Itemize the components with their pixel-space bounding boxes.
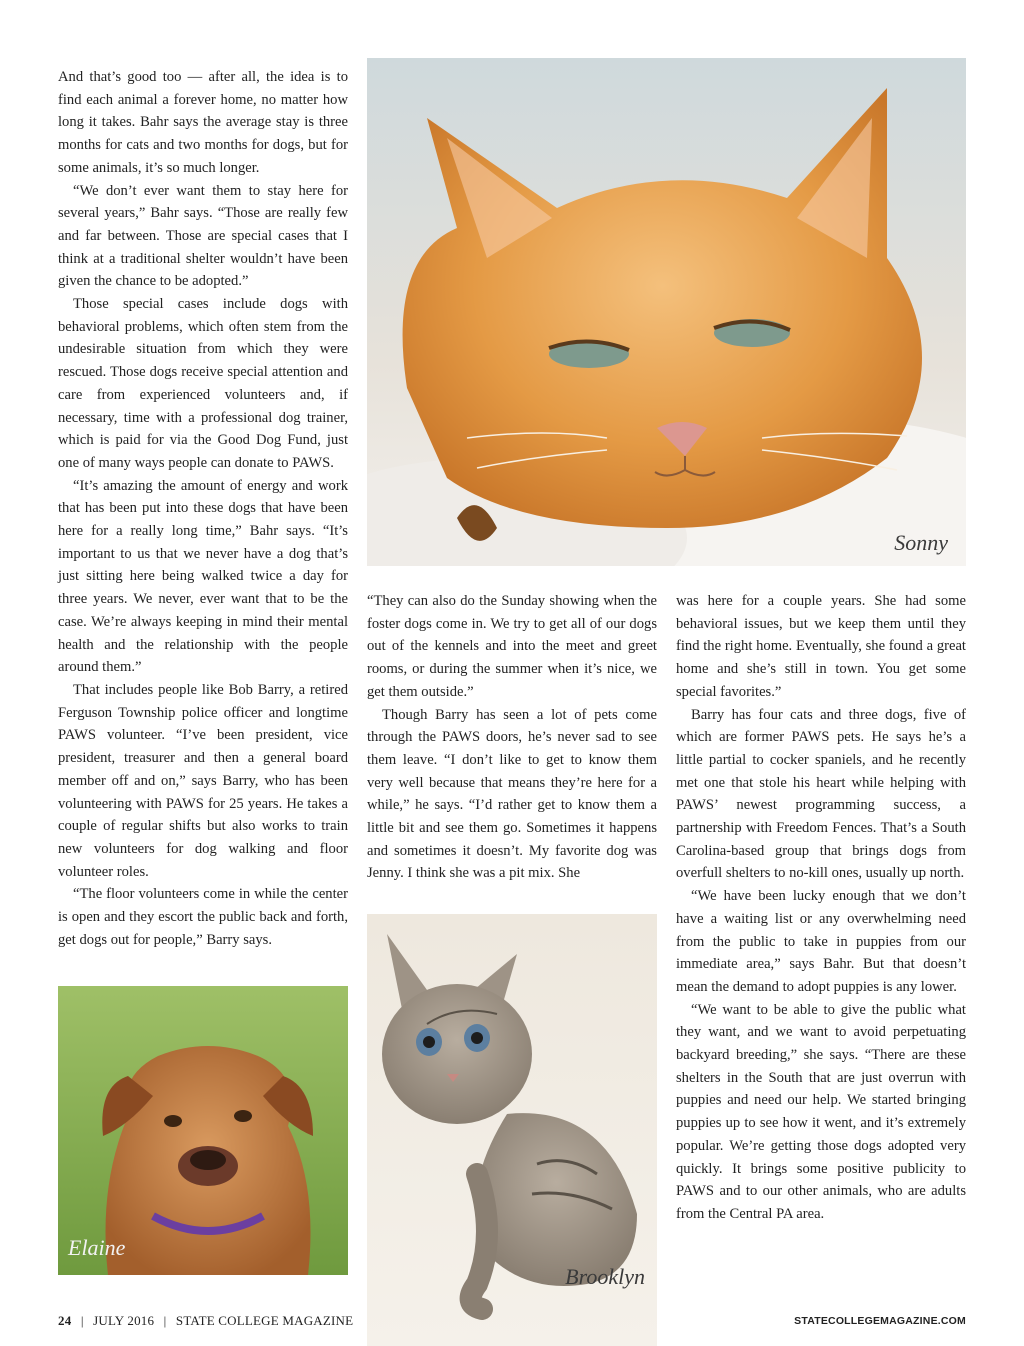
paragraph: Though Barry has seen a lot of pets come through the PAWS doors, he’s never sad to see them leave. “I don’t like to get to know them very well because that means they’re here for a while,” he says. “I’d rather get to know them a little bit and see them go. Sometimes it happens and sometimes it doesn’t. My favorite dog was Jenny. I think she was a pit mix. She <box>367 706 657 882</box>
paragraph: And that’s good too — after all, the idea is to find each animal a forever home, no matter how long it takes. Bahr says the average stay is three months for cats and two months for dogs, but for some animals, it’s so much longer. <box>58 69 348 176</box>
photo-caption: Elaine <box>68 1235 126 1260</box>
paragraph: “We don’t ever want them to stay here for several years,” Bahr says. “Those are really few and far between. Those are special cases that I think at a traditional shelter wouldn’t have been given the chance to be adopted.” <box>58 182 348 290</box>
paragraph: “They can also do the Sunday showing when the foster dogs come in. We try to get all of our dogs out of the kennels and into the meet and greet rooms, or during the summer when it’s nice, we get them outside.” <box>367 593 657 700</box>
article-column-1 <box>58 66 348 951</box>
paragraph: That includes people like Bob Barry, a retired Ferguson Township police officer and longtime PAWS volunteer. “I’ve been president, vice president, treasurer and then a general board member off and on,” says Barry, who has been volunteering with PAWS for 25 years. He takes a couple of regular shifts but also works to train new volunteers for dog walking and floor volunteer roles. <box>58 681 348 880</box>
photo-brooklyn-kitten <box>367 914 657 1346</box>
paragraph: “We want to be able to give the public what they want, and we want to avoid perpetuating backyard breeding,” she says. “There are these shelters in the South that are just overrun with puppies and need our help. We started bringing puppies up to see how it went, and it’s extremely popular. We’re getting those dogs adopted very quickly. It brings some positive publicity to PAWS and to our other animals, who are adults from the Central PA area. <box>676 1001 966 1222</box>
magazine-name: STATE COLLEGE MAGAZINE <box>175 1313 354 1328</box>
paragraph: was here for a couple years. She had some behavioral issues, but we keep them until they find the right home. Eventually, she found a great home and she’s still in town. You get some special favorites.” <box>676 593 966 700</box>
website-url: STATECOLLEGEMAGAZINE.COM <box>794 1315 966 1327</box>
paragraph: Those special cases include dogs with behavioral problems, which often stem from the undesirable situation from which they were rescued. Those dogs receive special attention and care from experienced volunteers and, if necessary, time with a professional dog trainer, which is paid for via the Good Dog Fund, just one of many ways people can donate to PAWS. <box>58 296 348 471</box>
paragraph: “It’s amazing the amount of energy and work that has been put into these dogs that have been here for a really long time,” Bahr says. “It’s important to us that we never have a dog that’s just sitting here being walked twice a day for three years. We never, ever want that to be the case. We’re always keeping in mind their mental health and the relationship with the people around them.” <box>58 477 348 676</box>
orange-cat-illustration <box>367 58 966 566</box>
separator: | <box>163 1313 167 1328</box>
paragraph: “We have been lucky enough that we don’t have a waiting list or any overwhelming need from the public to take in puppies from our immediate area,” says Bahr. But that doesn’t mean the demand to adopt puppies is any lower. <box>676 888 966 995</box>
photo-caption: Sonny <box>894 530 948 555</box>
footer-folio <box>58 1313 353 1329</box>
dog-illustration <box>58 986 348 1275</box>
separator: | <box>80 1313 84 1328</box>
article-column-3 <box>676 590 966 1226</box>
photo-sonny-cat <box>367 58 966 566</box>
paragraph: “The floor volunteers come in while the center is open and they escort the public back and forth, get dogs out for people,” Barry says. <box>58 886 348 948</box>
article-column-2 <box>367 590 657 885</box>
paragraph: Barry has four cats and three dogs, five of which are former PAWS pets. He says he’s a little partial to cocker spaniels, and he recently met one that stole his heart while helping with PAWS’ newest programming success, a partnership with Freedom Fences. That’s a South Carolina-based group that brings dogs from overfull shelters to no-kill ones, usually up north. <box>676 706 966 882</box>
page-number: 24 <box>58 1313 72 1328</box>
photo-caption: Brooklyn <box>565 1264 645 1289</box>
photo-elaine-dog <box>58 986 348 1275</box>
issue-date: JULY 2016 <box>93 1313 155 1328</box>
